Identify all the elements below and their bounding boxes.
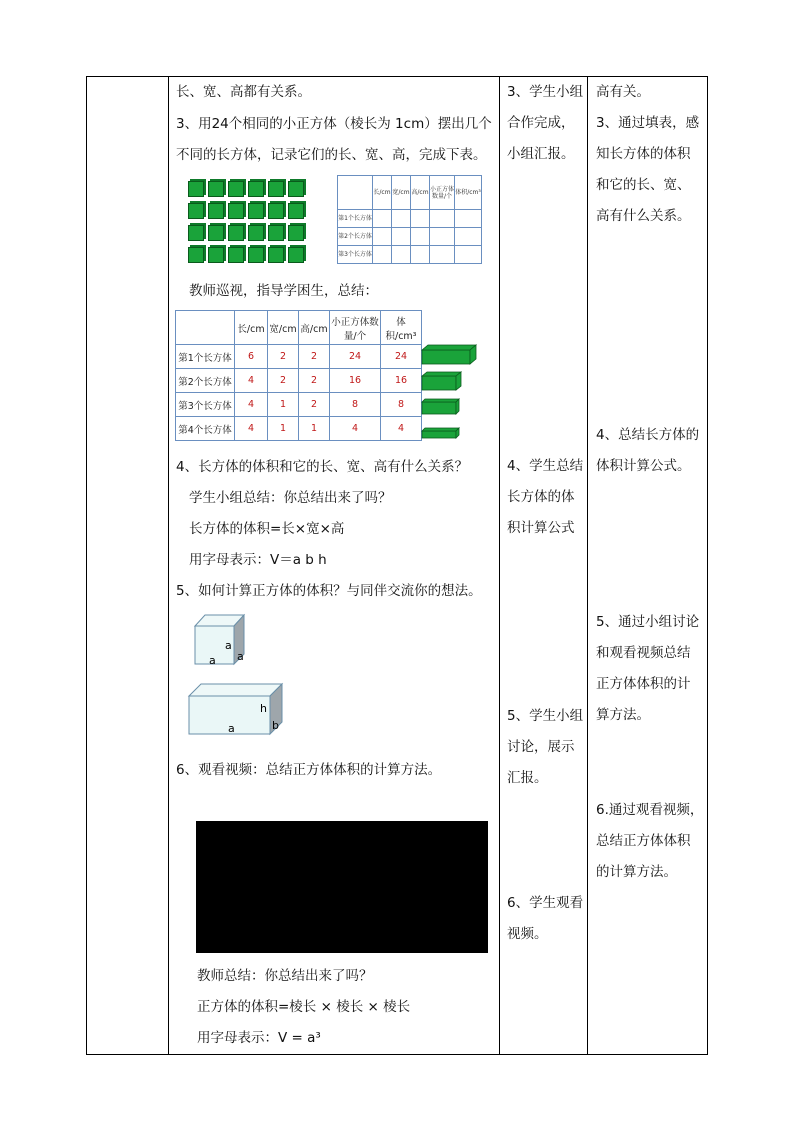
column-divider-1 [168, 76, 169, 1054]
text-line: 3、用24个相同的小正方体（棱长为 1cm）摆出几个 [176, 116, 492, 132]
cuboid-diagram [186, 682, 286, 738]
table-row: 第2个长方体 4 2 2 16 16 [176, 369, 422, 393]
cube-diagram [192, 612, 252, 668]
cube-edge-label: a [237, 650, 244, 663]
table-header: 小正方体数量/个 [430, 176, 455, 210]
intent-block: 6.通过观看视频， 总结正方体体积 的计算方法。 [596, 802, 704, 880]
table-header: 宽/cm [268, 311, 299, 345]
video-player[interactable] [196, 821, 488, 953]
text-line: 教师巡视，指导学困生，总结： [189, 283, 378, 299]
intent-block: 4、总结长方体的 体积计算公式。 [596, 427, 700, 474]
intent-block: 5、通过小组讨论 和观看视频总结 正方体体积的计 算方法。 [596, 614, 700, 723]
text-line: 用字母表示：V = a³ [197, 1030, 321, 1046]
cuboid-length-label: a [228, 722, 235, 735]
text-line: 教师总结：你总结出来了吗？ [197, 968, 373, 984]
text-line: 4、长方体的体积和它的长、宽、高有什么关系？ [176, 459, 469, 475]
table-row-label: 第2个长方体 [338, 228, 373, 246]
table-header [176, 311, 235, 345]
blank-record-table [337, 175, 482, 264]
table-header: 体积/cm³ [381, 311, 422, 345]
table-header: 宽/cm [392, 176, 411, 210]
table-row: 第4个长方体 4 1 1 4 4 [176, 417, 422, 441]
result-table [175, 310, 422, 441]
activity-block: 4、学生总结 长方体的体 积计算公式 [507, 458, 584, 536]
table-header [338, 176, 373, 210]
column-divider-3 [587, 76, 588, 1054]
text-line: 学生小组总结：你总结出来了吗？ [189, 490, 392, 506]
column-divider-2 [499, 76, 500, 1054]
text-line: 正方体的体积=棱长 × 棱长 × 棱长 [197, 999, 411, 1015]
table-row-label: 第1个长方体 [338, 210, 373, 228]
text-line: 5、如何计算正方体的体积？与同伴交流你的想法。 [176, 583, 482, 599]
table-header: 长/cm [235, 311, 268, 345]
text-line: 不同的长方体，记录它们的长、宽、高，完成下表。 [176, 147, 487, 163]
table-header: 高/cm [411, 176, 430, 210]
cube-edge-label: a [209, 654, 216, 667]
table-header: 小正方体数量/个 [330, 311, 381, 345]
small-cubes-illustration [188, 178, 308, 264]
intent-block: 高有关。 3、通过填表，感 知长方体的体积 和它的长、宽、 高有什么关系。 [596, 84, 700, 224]
table-header: 长/cm [373, 176, 392, 210]
table-row-label: 第3个长方体 [338, 246, 373, 264]
table-header: 体积/cm³ [455, 176, 482, 210]
table-row: 第1个长方体 6 2 2 24 24 [176, 345, 422, 369]
cuboid-width-label: b [272, 719, 279, 732]
text-line: 用字母表示：V＝a b h [189, 552, 327, 568]
cuboid-bars-illustration [420, 344, 478, 444]
cube-edge-label: a [225, 639, 232, 652]
activity-block: 3、学生小组 合作完成， 小组汇报。 [507, 84, 584, 162]
table-header: 高/cm [299, 311, 330, 345]
activity-block: 5、学生小组 讨论，展示 汇报。 [507, 708, 584, 786]
activity-block: 6、学生观看 视频。 [507, 895, 584, 942]
text-line: 6、观看视频：总结正方体体积的计算方法。 [176, 762, 442, 778]
text-line: 长、宽、高都有关系。 [176, 84, 311, 100]
table-row: 第3个长方体 4 1 2 8 8 [176, 393, 422, 417]
text-line: 长方体的体积=长×宽×高 [189, 521, 345, 537]
cuboid-height-label: h [260, 702, 267, 715]
